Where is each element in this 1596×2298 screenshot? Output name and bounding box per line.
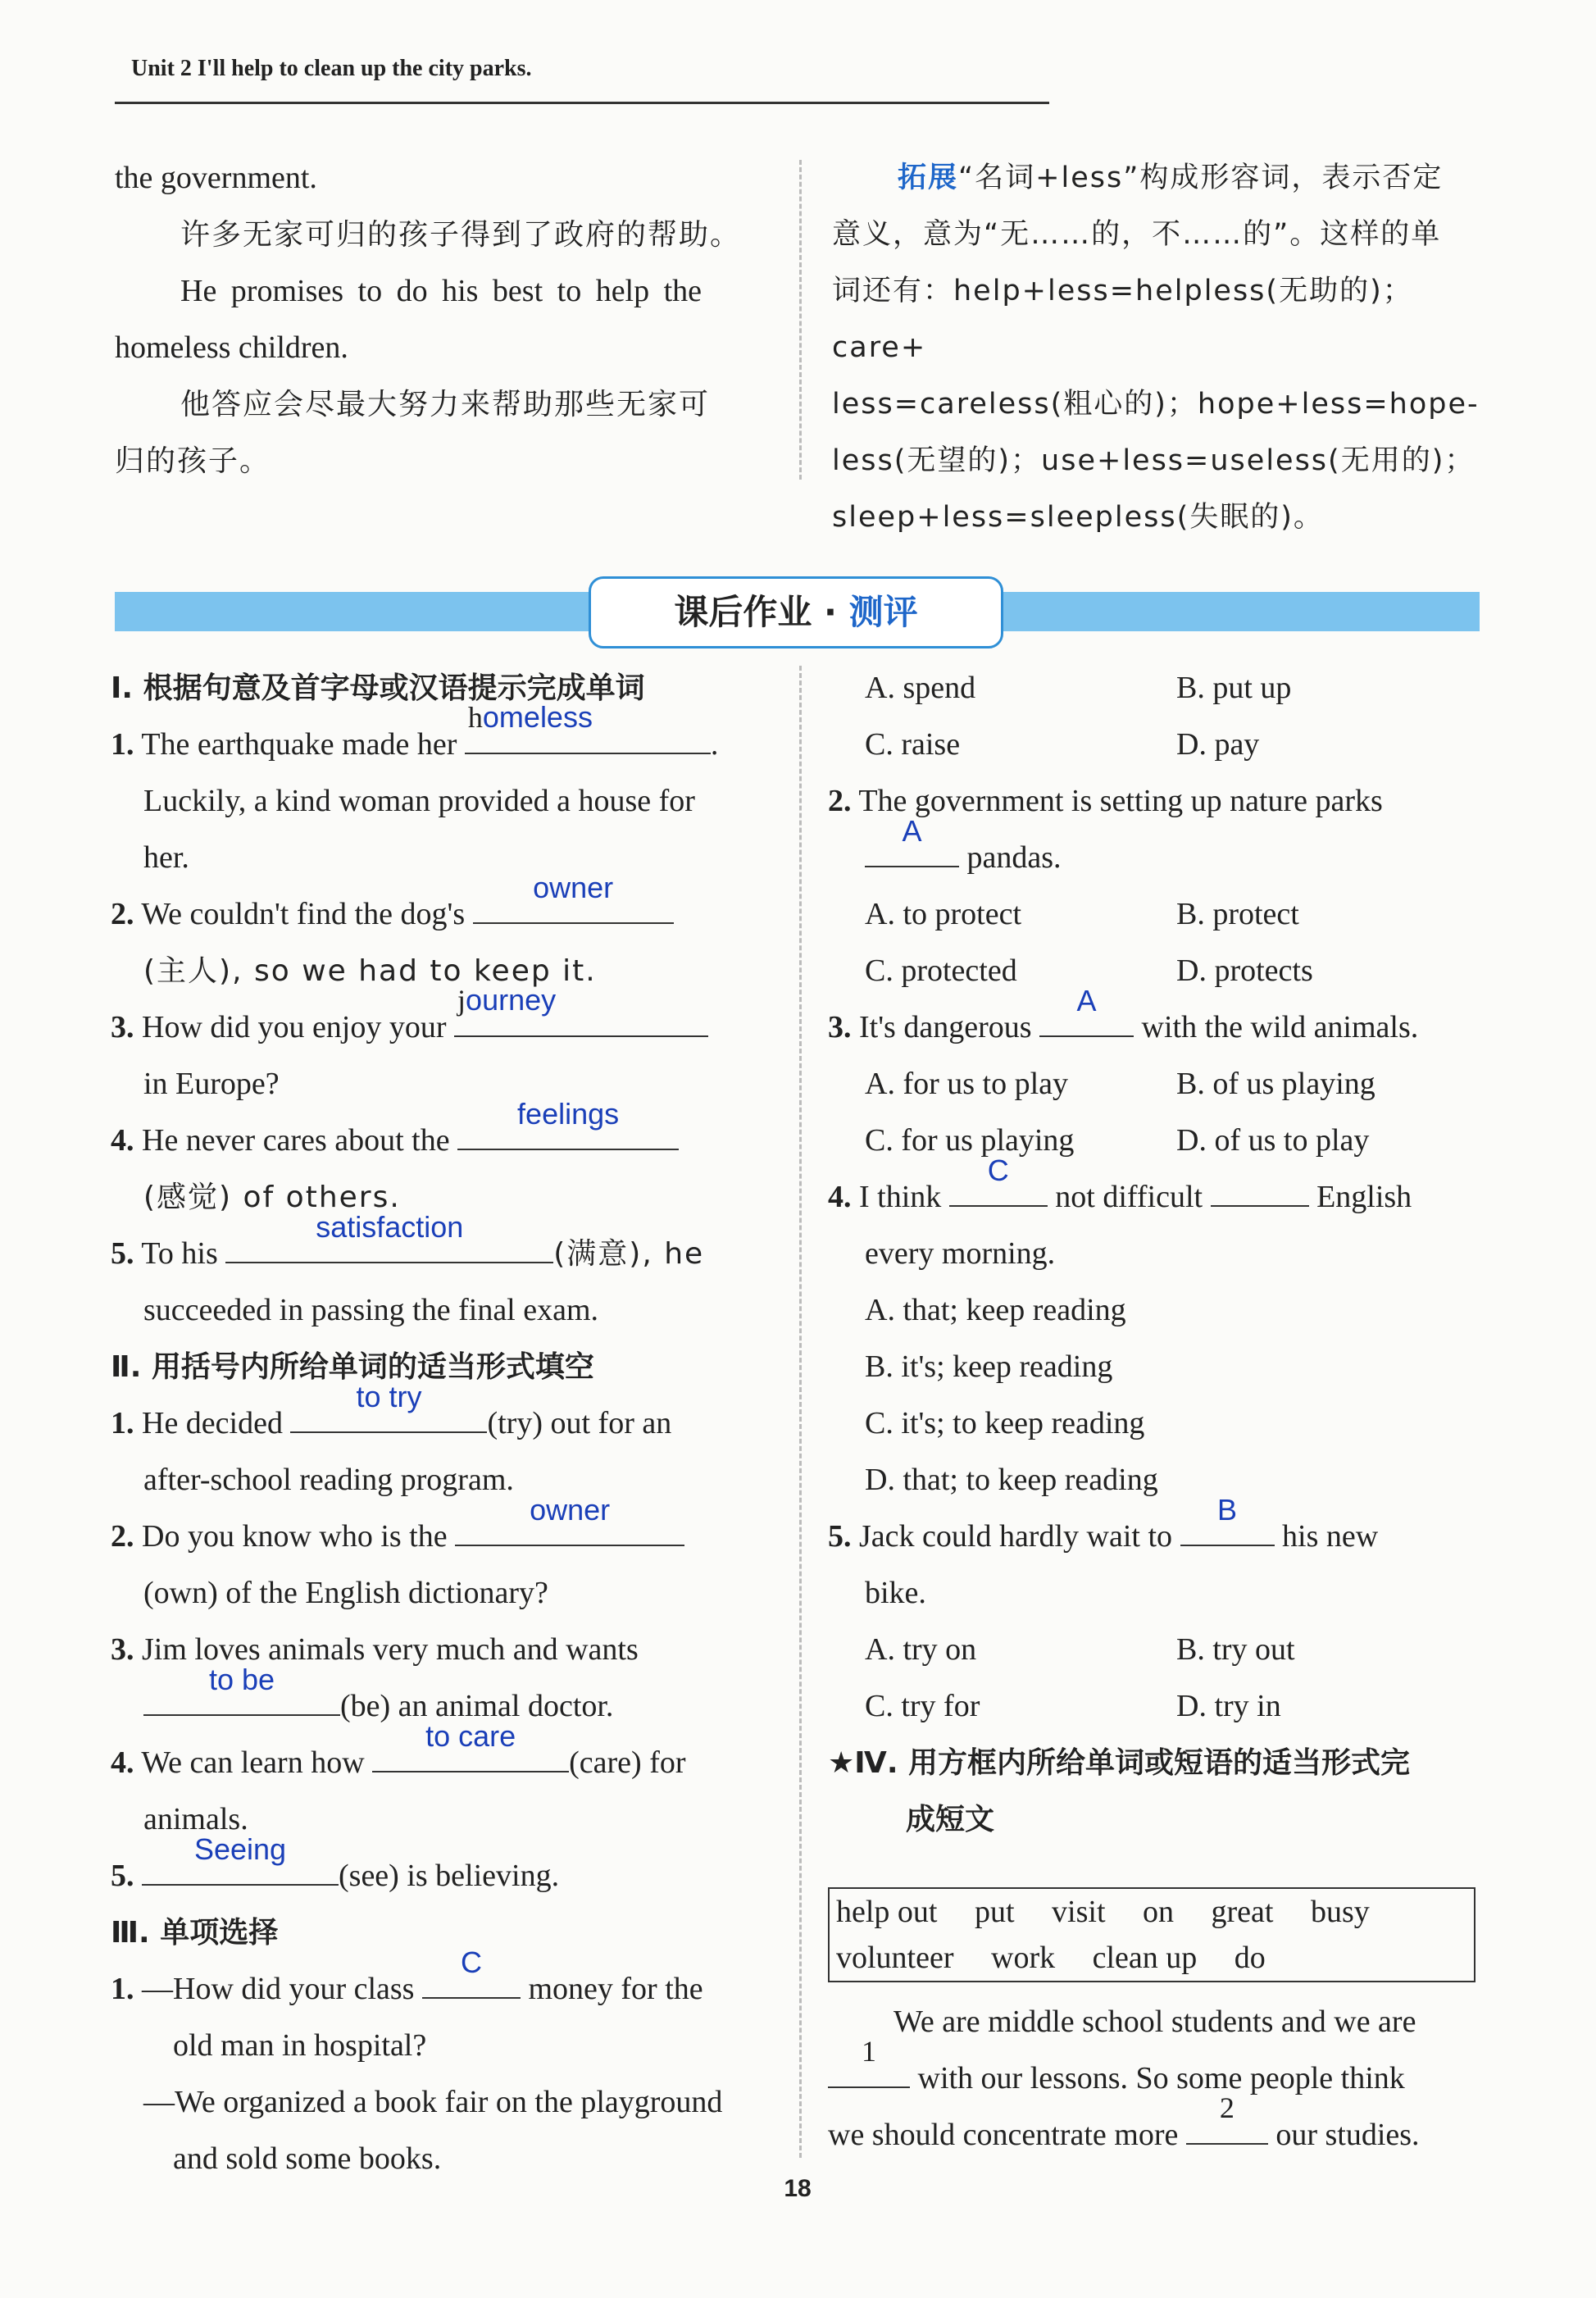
answer-text: owner [530, 1493, 611, 1527]
text-line: old man in hospital? [173, 2028, 427, 2063]
word-item: on [1143, 1895, 1175, 1929]
option-row [828, 1622, 1484, 1678]
cloze-passage [828, 1994, 1484, 2164]
cloze-blank[interactable] [828, 2035, 910, 2088]
word-item: put [974, 1895, 1015, 1929]
column-divider [799, 160, 802, 480]
item-number: 4. [828, 1180, 852, 1214]
text-span: (满意), he [553, 1237, 705, 1271]
option-b[interactable]: B. put up [1176, 671, 1292, 705]
text-line [828, 814, 1484, 886]
word-item: do [1234, 1941, 1266, 1975]
text-line: 词还有：help+less=helpless(无助的)；care+ [832, 275, 1413, 364]
text-line: less(无望的)；use+less=useless(无用的)； [832, 444, 1476, 477]
blank-number: 2 [1219, 2091, 1235, 2124]
option-d[interactable]: D. protects [1176, 953, 1313, 988]
text-line: 归的孩子。 [115, 444, 271, 478]
section3-title: Ⅲ. 单项选择 [111, 1916, 279, 1950]
banner-part1: 课后作业 [674, 592, 812, 632]
word-item: busy [1310, 1895, 1370, 1929]
text-span: his new [1274, 1519, 1379, 1554]
text-line: sleep+less=sleepless(失眠的)。 [832, 501, 1324, 534]
text-line [828, 2035, 1484, 2107]
text-line [828, 2091, 1484, 2164]
option-c[interactable]: C. protected [865, 953, 1017, 988]
option-row [828, 1056, 1484, 1113]
option-row [828, 1113, 1484, 1169]
extension-label: 拓展 [898, 162, 959, 194]
given-letter: j [457, 984, 466, 1017]
answer-value: ourney [466, 983, 557, 1017]
page-number: 18 [784, 2175, 812, 2202]
text-span: . [710, 727, 719, 762]
option-d[interactable]: D. of us to play [1176, 1123, 1370, 1158]
text-line: animals. [143, 1802, 248, 1836]
text-line: Luckily, a kind woman provided a house for [143, 784, 695, 818]
word-item: clean up [1092, 1941, 1198, 1975]
answer-text: to care [425, 1719, 516, 1753]
option-d[interactable]: D. try in [1176, 1689, 1281, 1723]
text-span: “名词+less”构成形容词，表示否定 [958, 162, 1444, 194]
option-a[interactable]: A. to protect [865, 897, 1022, 931]
text-line: He promises to do his best to help the [180, 274, 703, 308]
text-span: He decided [142, 1406, 291, 1440]
text-span: with the wild animals. [1134, 1010, 1419, 1044]
answer-text: Seeing [193, 1832, 287, 1866]
given-letter: h [467, 701, 483, 734]
text-span: with our lessons. So some people think [910, 2061, 1405, 2096]
banner-dot: · [824, 592, 837, 632]
text-span: English [1308, 1180, 1412, 1214]
answer-blank[interactable] [1039, 984, 1134, 1037]
text-span: We couldn't find the dog's [141, 897, 473, 931]
option-c[interactable]: C. it's; to keep reading [865, 1406, 1145, 1440]
section-banner-title [589, 576, 1003, 648]
banner-part2: 测评 [848, 592, 918, 632]
word-bank-row [836, 1935, 1467, 1981]
option-b[interactable]: B. protect [1176, 897, 1299, 931]
answer-blank[interactable] [225, 1210, 553, 1263]
section2-title: Ⅱ. 用括号内所给单词的适当形式填空 [111, 1350, 594, 1384]
option-d[interactable]: D. pay [1176, 727, 1260, 762]
option-c[interactable]: C. try for [865, 1689, 980, 1723]
text-span: (see) is believing. [339, 1859, 560, 1893]
word-bank-row [836, 1889, 1467, 1935]
text-line: —We organized a book fair on the playground [143, 2085, 723, 2119]
text-line: 许多无家可归的孩子得到了政府的帮助。 [180, 218, 742, 252]
item-number: 5. [828, 1519, 852, 1554]
text-line: 他答应会尽最大努力来帮助那些无家可 [180, 388, 711, 421]
answer-text: C [987, 1154, 1009, 1187]
text-span: our studies. [1267, 2118, 1420, 2152]
text-line: bike. [865, 1576, 926, 1610]
section1-title: Ⅰ. 根据句意及首字母或汉语提示完成单词 [111, 671, 645, 705]
answer-text: A [902, 814, 922, 848]
word-item: volunteer [836, 1941, 954, 1975]
option-b[interactable]: B. try out [1176, 1632, 1295, 1667]
s2-item-2 [111, 1493, 766, 1565]
text-line: and sold some books. [173, 2141, 442, 2176]
item-number: 2. [828, 784, 852, 818]
s1-item-1 [111, 700, 766, 773]
answer-blank[interactable] [142, 1832, 339, 1886]
blank-number: 1 [862, 2035, 876, 2068]
item-number: 3. [111, 1632, 134, 1667]
text-line: We are middle school students and we are [893, 2004, 1416, 2039]
section4-title-cont: 成短文 [906, 1803, 995, 1836]
item-number: 5. [111, 1859, 134, 1893]
s3-item-4 [828, 1154, 1484, 1226]
text-span: It's dangerous [859, 1010, 1040, 1044]
option-b[interactable]: B. of us playing [1176, 1067, 1375, 1101]
s1-item-2 [111, 871, 766, 943]
item-number: 3. [111, 1010, 134, 1044]
text-span: Ⅳ. 用方框内所给单词或短语的适当形式完 [854, 1746, 1411, 1780]
answer-blank[interactable] [455, 1493, 684, 1546]
text-line: her. [143, 840, 189, 875]
text-line: in Europe? [143, 1067, 280, 1101]
section4-title [828, 1735, 1484, 1791]
option-row [828, 886, 1484, 943]
text-span: we should concentrate more [828, 2118, 1186, 2152]
text-line: homeless children. [115, 330, 348, 365]
s2-item-5 [111, 1832, 766, 1904]
option-a[interactable]: A. try on [865, 1632, 977, 1667]
option-c[interactable]: C. for us playing [865, 1123, 1075, 1158]
text-span: —How did your class [142, 1972, 422, 2006]
text-span: money for the [520, 1972, 703, 2006]
column-divider [799, 666, 802, 2158]
option-row [828, 660, 1484, 717]
text-line: the government. [115, 161, 317, 195]
s3-item-1 [111, 1945, 766, 2018]
item-number: 1. [111, 1972, 134, 2006]
answer-blank[interactable] [473, 871, 674, 924]
s1-item-4 [111, 1097, 766, 1169]
answer-text [468, 689, 711, 746]
running-header: Unit 2 I'll help to clean up the city parks. [131, 56, 532, 81]
answer-blank[interactable] [290, 1380, 487, 1433]
answer-blank[interactable] [454, 983, 708, 1037]
text-span: Jim loves animals very much and wants [142, 1632, 639, 1667]
s1-item-3 [111, 983, 766, 1056]
text-line: (主人), so we had to keep it. [143, 954, 597, 988]
word-bank-box [828, 1887, 1476, 1982]
answer-text: B [1217, 1493, 1238, 1527]
text-span: not difficult [1047, 1180, 1211, 1214]
star-icon: ★ [828, 1746, 855, 1780]
text-span: The government is setting up nature parks [858, 784, 1383, 818]
text-span: To his [141, 1236, 226, 1271]
s3-item-5 [828, 1493, 1484, 1565]
option-d[interactable]: D. that; to keep reading [865, 1463, 1158, 1497]
text-span: Do you know who is the [142, 1519, 456, 1554]
item-number: 2. [111, 1519, 134, 1554]
item-number: 3. [828, 1010, 852, 1044]
s1-item-5 [111, 1210, 766, 1282]
top-left-text [115, 150, 771, 489]
answer-blank[interactable] [422, 1945, 521, 1999]
text-line: (own) of the English dictionary? [143, 1576, 548, 1610]
option-row [828, 1678, 1484, 1735]
option-row [828, 717, 1484, 773]
text-span: How did you enjoy your [142, 1010, 455, 1044]
answer-blank[interactable] [1180, 1493, 1275, 1546]
option-c[interactable]: C. raise [865, 727, 961, 762]
item-number: 1. [111, 1406, 134, 1440]
text-span: (be) an animal doctor. [340, 1689, 614, 1723]
text-span: Jack could hardly wait to [859, 1519, 1180, 1554]
text-line: every morning. [865, 1236, 1056, 1271]
exercises-left [111, 660, 766, 2187]
item-number: 1. [111, 727, 134, 762]
option-b[interactable]: B. it's; keep reading [865, 1349, 1113, 1384]
answer-blank[interactable] [143, 1663, 340, 1716]
answer-blank[interactable] [465, 700, 711, 754]
answer-blank[interactable] [372, 1719, 569, 1772]
text-line: after-school reading program. [143, 1463, 514, 1497]
word-item: help out [836, 1895, 938, 1929]
text-line: less=careless(粗心的)；hope+less=hope- [832, 388, 1480, 421]
text-line: (感觉) of others. [143, 1181, 401, 1214]
word-item: work [991, 1941, 1056, 1975]
option-a[interactable]: A. that; keep reading [865, 1293, 1126, 1327]
answer-text: A [1076, 984, 1097, 1017]
answer-text: C [460, 1945, 482, 1979]
s3-item-3 [828, 984, 1484, 1056]
word-item: visit [1052, 1895, 1106, 1929]
answer-text [457, 972, 708, 1029]
answer-blank[interactable] [865, 814, 959, 867]
text-span: (care) for [569, 1745, 686, 1780]
extension-note [832, 150, 1488, 546]
text-span: (try) out for an [487, 1406, 672, 1440]
s2-item-4 [111, 1719, 766, 1791]
answer-blank[interactable] [949, 1154, 1048, 1207]
text-line: 意义，意为“无……的，不……的”。这样的单 [832, 218, 1442, 251]
s2-item-1 [111, 1380, 766, 1452]
item-number: 2. [111, 897, 134, 931]
option-a[interactable]: A. for us to play [865, 1067, 1069, 1101]
item-number: 5. [111, 1236, 134, 1271]
header-rule [115, 102, 1049, 104]
cloze-blank[interactable] [1186, 2091, 1268, 2145]
text-span: The earthquake made her [141, 727, 465, 762]
option-a[interactable]: A. spend [865, 671, 976, 705]
word-item: great [1211, 1895, 1274, 1929]
answer-value: omeless [482, 700, 593, 734]
text-span: He never cares about the [142, 1123, 458, 1158]
answer-text: to be [208, 1663, 275, 1696]
answer-text: satisfaction [316, 1210, 464, 1244]
option-row [828, 943, 1484, 999]
answer-text: to try [356, 1380, 422, 1413]
item-number: 4. [111, 1123, 134, 1158]
answer-blank[interactable] [457, 1097, 679, 1150]
answer-text: owner [533, 871, 614, 904]
text-line [832, 150, 1488, 207]
text-line: succeeded in passing the final exam. [143, 1293, 599, 1327]
text-span: We can learn how [141, 1745, 373, 1780]
answer-text: feelings [517, 1097, 620, 1131]
answer-blank[interactable] [1211, 1171, 1309, 1207]
exercises-right [828, 660, 1484, 1848]
text-span: pandas. [959, 840, 1062, 875]
item-number: 4. [111, 1745, 134, 1780]
text-span: I think [859, 1180, 949, 1214]
